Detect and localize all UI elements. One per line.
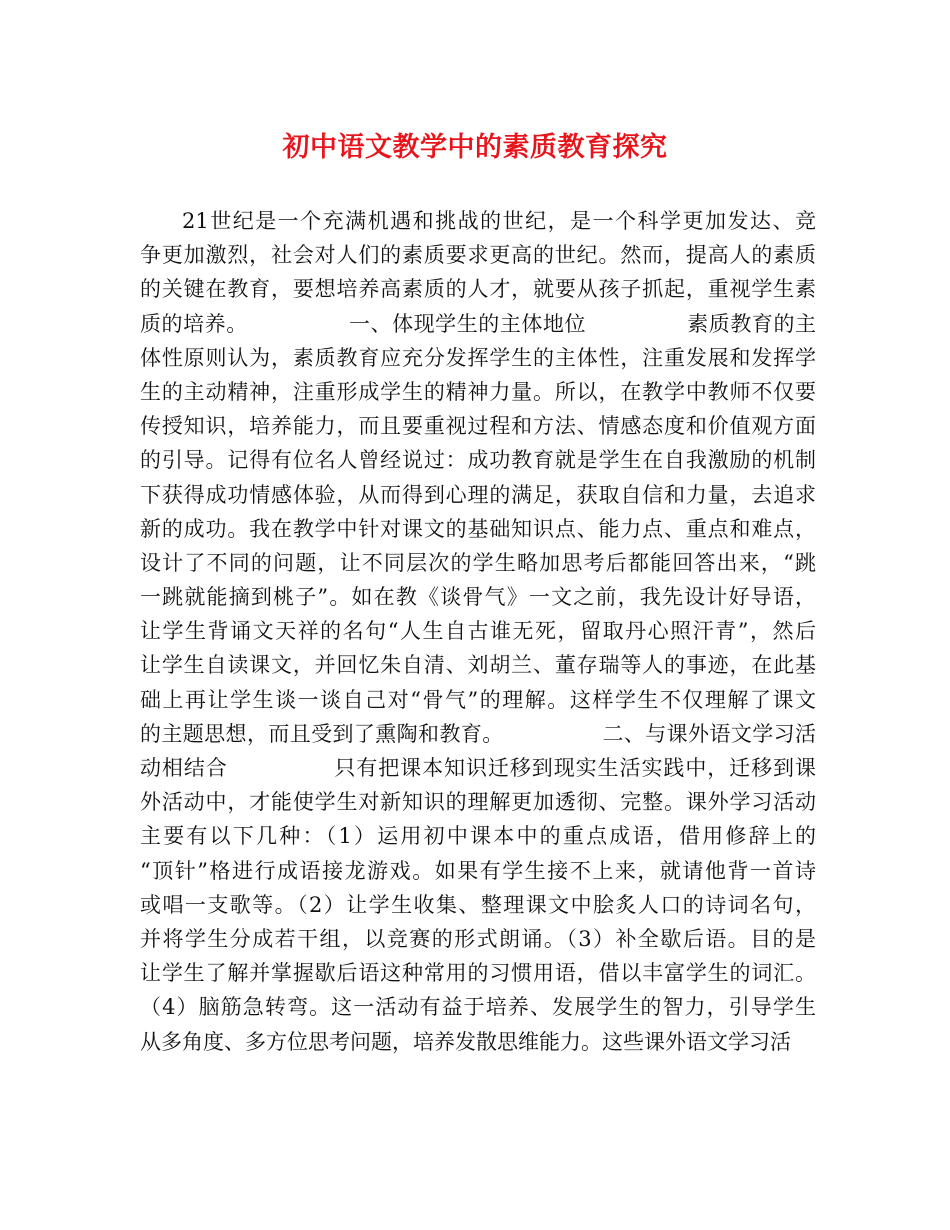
body-line: 外活动中，才能使学生对新知识的理解更加透彻、完整。课外学习活动 xyxy=(140,790,816,815)
body-line: 一跳就能摘到桃子”。如在教《谈骨气》一文之前，我先设计好导语， xyxy=(140,585,816,610)
body-line: 让学生自读课文，并回忆朱自清、刘胡兰、董存瑞等人的事迹，在此基 xyxy=(140,653,816,678)
body-line: 主要有以下几种：（1）运用初中课本中的重点成语，借用修辞上的 xyxy=(140,824,816,849)
body-line: 让学生了解并掌握歇后语这种常用的习惯用语，借以丰富学生的词汇。 xyxy=(140,961,816,986)
body-line: 设计了不同的问题，让不同层次的学生略加思考后都能回答出来，“跳 xyxy=(140,550,816,575)
body-line: 并将学生分成若干组，以竞赛的形式朗诵。（3）补全歇后语。目的是 xyxy=(140,926,816,951)
body-line: 或唱一支歌等。（2）让学生收集、整理课文中脍炙人口的诗词名句， xyxy=(140,892,816,917)
body-line: 生的主动精神，注重形成学生的精神力量。所以，在教学中教师不仅要 xyxy=(140,379,816,404)
body-line: 争更加激烈，社会对人们的素质要求更高的世纪。然而，提高人的素质 xyxy=(140,243,816,268)
body-line: 质的培养。 一、体现学生的主体地位 素质教育的主 xyxy=(140,311,816,336)
body-line: 下获得成功情感体验，从而得到心理的满足，获取自信和力量，去追求 xyxy=(140,482,816,507)
body-line: 的主题思想，而且受到了熏陶和教育。 二、与课外语文学习活 xyxy=(140,721,816,746)
body-line: 的引导。记得有位名人曾经说过：成功教育就是学生在自我激励的机制 xyxy=(140,448,816,473)
body-line: “顶针”格进行成语接龙游戏。如果有学生接不上来，就请他背一首诗 xyxy=(140,858,816,883)
body-line: 让学生背诵文天祥的名句“人生自古谁无死，留取丹心照汗青”，然后 xyxy=(140,619,816,644)
body-line: 从多角度、多方位思考问题，培养发散思维能力。这些课外语文学习活 xyxy=(140,1029,791,1054)
document-body xyxy=(140,204,816,1059)
body-line: 动相结合 只有把课本知识迁移到现实生活实践中，迁移到课 xyxy=(140,756,816,780)
body-line: 21世纪是一个充满机遇和挑战的世纪，是一个科学更加发达、竞 xyxy=(182,209,816,233)
body-line: 体性原则认为，素质教育应充分发挥学生的主体性，注重发展和发挥学 xyxy=(140,345,816,370)
body-line: 础上再让学生谈一谈自己对“骨气”的理解。这样学生不仅理解了课文 xyxy=(140,687,816,712)
body-line: 传授知识，培养能力，而且要重视过程和方法、情感态度和价值观方面 xyxy=(140,414,816,439)
body-line: 新的成功。我在教学中针对课文的基础知识点、能力点、重点和难点， xyxy=(140,516,816,541)
body-line: 的关键在教育，要想培养高素质的人才，就要从孩子抓起，重视学生素 xyxy=(140,277,816,302)
body-line: （4）脑筋急转弯。这一活动有益于培养、发展学生的智力，引导学生 xyxy=(140,995,816,1020)
document-title: 初中语文教学中的素质教育探究 xyxy=(282,132,668,163)
